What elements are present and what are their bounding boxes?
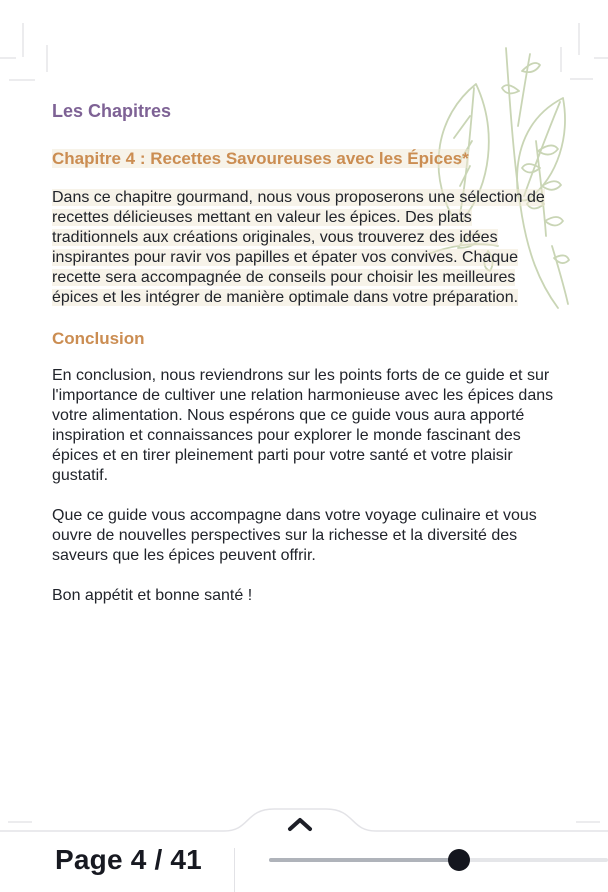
chapter-heading-text: Chapitre 4 : Recettes Savoureuses avec les Épices*: [52, 149, 469, 168]
section-title: Les Chapitres: [52, 101, 172, 121]
page-indicator: Page 4 / 41: [55, 844, 202, 875]
footer-divider: [234, 848, 236, 892]
footer-bar: [0, 832, 608, 888]
conclusion-heading: Conclusion: [52, 329, 145, 348]
slider-thumb[interactable]: [448, 849, 470, 871]
farewell-paragraph: Que ce guide vous accompagne dans votre voyage culinaire et vous ouvre de nouvelles perspectives sur la richesse et la diversité des saveurs que les épices peuvent offrir.: [52, 507, 537, 564]
chapter-heading: [52, 148, 560, 170]
page-progress-slider[interactable]: [269, 847, 608, 873]
conclusion-paragraph: En conclusion, nous reviendrons sur les points forts de ce guide et sur l'importance de cultiver une relation harmonieuse avec les épices dans votre alimentation. Nous espérons que ce guide vous aura apporté inspiration et connaissances pour explorer le monde fascinant des épices et en tirer pleinement parti pour votre santé et votre plaisir gustatif.: [52, 367, 554, 484]
chapter-paragraph-text: Dans ce chapitre gourmand, nous vous proposerons une sélection de recettes délicieuses mettant en valeur les épices. Des plats traditionnels aux créations originales, vous trouverez des idées inspirantes pour ravir vos papilles et épater vos convives. Chaque recette sera accompagnée de conseils pour choisir les meilleures épices et les intégrer de manière optimale dans votre préparation.: [52, 189, 545, 306]
chapter-paragraph: [52, 188, 560, 308]
chevron-up-icon: [287, 816, 313, 832]
closing-line: Bon appétit et bonne santé !: [52, 587, 253, 604]
slider-track-filled: [269, 858, 459, 862]
